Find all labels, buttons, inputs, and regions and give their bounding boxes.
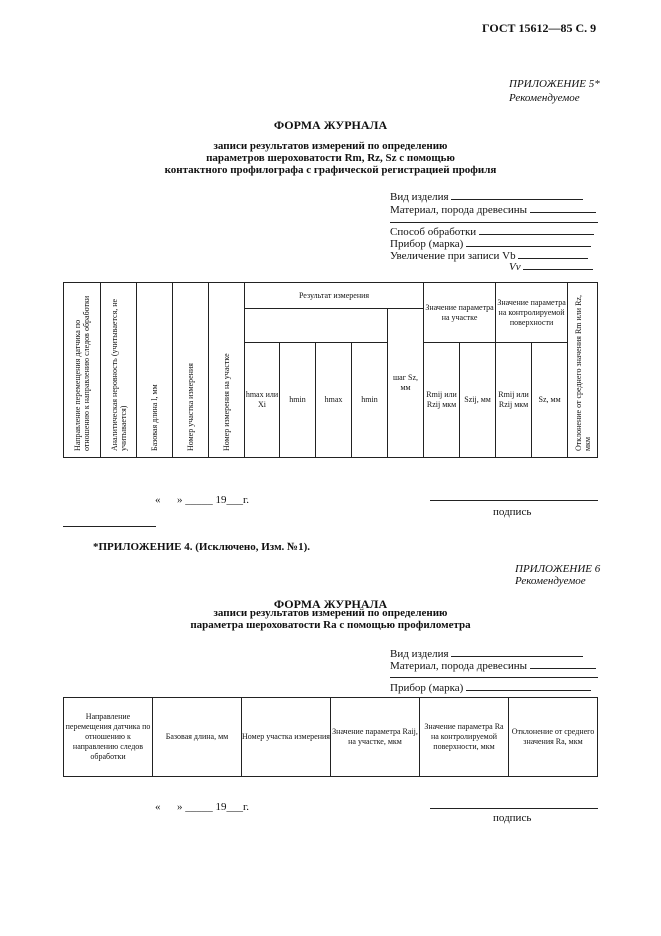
field-label: Увеличение при записи Vb xyxy=(390,250,516,262)
field-label: Материал, порода древесины xyxy=(390,204,528,216)
col-direction: Направление перемещения датчика по отношению к направлению следов обработки xyxy=(64,698,153,777)
col-analytic: Аналитическая неровность (учитывается, не учитывается) xyxy=(101,283,137,458)
appendix5-label: ПРИЛОЖЕНИЕ 5* xyxy=(509,78,600,90)
appendix6-title: ФОРМА ЖУРНАЛА xyxy=(273,597,388,611)
field-line-extra[interactable] xyxy=(390,222,598,223)
field-line[interactable] xyxy=(518,249,588,259)
result-subgroup xyxy=(245,309,388,343)
col-section: Номер участка измерения xyxy=(242,698,331,777)
subtitle-line: записи результатов измерений по определению xyxy=(213,140,448,152)
col-hmin-2: hmin xyxy=(352,343,388,458)
appendix5-subtitle xyxy=(0,140,661,176)
field-label: Вид изделия xyxy=(390,648,449,660)
footnote-rule xyxy=(63,526,156,527)
group-result: Результат измерения xyxy=(245,283,424,309)
field-label: Материал, порода древесины xyxy=(390,660,528,672)
appendix5-title: ФОРМА ЖУРНАЛА xyxy=(273,118,388,132)
group-value-surface: Значение параметра на контролируемой поверхности xyxy=(496,283,568,343)
date-line: « » _____ 19___г. xyxy=(155,494,250,506)
signature-label: подпись xyxy=(493,506,532,518)
field-material-6 xyxy=(390,659,596,672)
col-hmin-1: hmin xyxy=(280,343,316,458)
field-label: Вид изделия xyxy=(390,191,449,203)
col-direction: Направление перемещения датчика по отношению к направлению следов обработки xyxy=(64,283,101,458)
appendix6-status: Рекомендуемое xyxy=(515,575,586,587)
col-hmax-x: hmax или Xi xyxy=(245,343,280,458)
signature-line[interactable] xyxy=(430,808,598,809)
signature-line[interactable] xyxy=(430,500,598,501)
col-step: шаг Sz, мм xyxy=(388,309,424,458)
col-value-rm: Rmij или Rzij мкм xyxy=(424,343,460,458)
field-line[interactable] xyxy=(530,659,596,669)
subtitle-line: параметров шероховатости Rm, Rz, Sz с помощью xyxy=(206,152,455,164)
col-deviation: Отклонение от среднего значения Ra, мкм xyxy=(509,698,598,777)
col-section: Номер участка измерения xyxy=(173,283,209,458)
field-material xyxy=(390,203,596,216)
col-surface-sz: Sz, мм xyxy=(532,343,568,458)
appendix5-table xyxy=(63,282,598,458)
date-line: « » _____ 19___г. xyxy=(155,801,250,813)
subtitle-line: параметра шероховатости Ra с помощью профилометра xyxy=(190,619,471,631)
col-base: Базовая длина, мм xyxy=(153,698,242,777)
col-measure: Номер измерения на участке xyxy=(209,283,245,458)
field-label: Vv xyxy=(509,261,521,273)
field-line[interactable] xyxy=(479,225,594,235)
field-product xyxy=(390,190,583,203)
col-value-sz: Szij, мм xyxy=(460,343,496,458)
field-device-6 xyxy=(390,681,591,694)
field-label: Прибор (марка) xyxy=(390,238,464,250)
field-line[interactable] xyxy=(451,190,583,200)
field-line-extra[interactable] xyxy=(390,677,598,678)
col-value-section: Значение параметра Raij, на участке, мкм xyxy=(331,698,420,777)
field-line[interactable] xyxy=(451,647,583,657)
subtitle-line: контактного профилографа с графической регистрацией профиля xyxy=(164,164,497,176)
page-header: ГОСТ 15612—85 С. 9 xyxy=(482,21,597,35)
field-vv xyxy=(509,260,593,273)
appendix6-label: ПРИЛОЖЕНИЕ 6 xyxy=(515,563,601,575)
col-deviation: Отклонение от среднего значения Rm или Rz, мкм xyxy=(568,283,598,458)
field-label: Способ обработки xyxy=(390,226,477,238)
group-value-section: Значение параметра на участке xyxy=(424,283,496,343)
col-value-surface: Значение параметра Ra на контролируемой поверхности, мкм xyxy=(420,698,509,777)
appendix6-subtitle xyxy=(0,607,661,631)
field-line[interactable] xyxy=(466,237,591,247)
subtitle-line: записи результатов измерений по определению xyxy=(213,607,448,619)
col-hmax: hmax xyxy=(316,343,352,458)
field-line[interactable] xyxy=(466,681,591,691)
appendix5-status: Рекомендуемое xyxy=(509,92,580,104)
col-base: Базовая длина l, мм xyxy=(137,283,173,458)
field-line[interactable] xyxy=(523,260,593,270)
signature-label: подпись xyxy=(493,812,532,824)
footnote: *ПРИЛОЖЕНИЕ 4. (Исключено, Изм. №1). xyxy=(93,541,311,553)
field-line[interactable] xyxy=(530,203,596,213)
appendix6-table xyxy=(63,697,598,777)
col-surface-rm: Rmij или Rzij мкм xyxy=(496,343,532,458)
field-label: Прибор (марка) xyxy=(390,682,464,694)
